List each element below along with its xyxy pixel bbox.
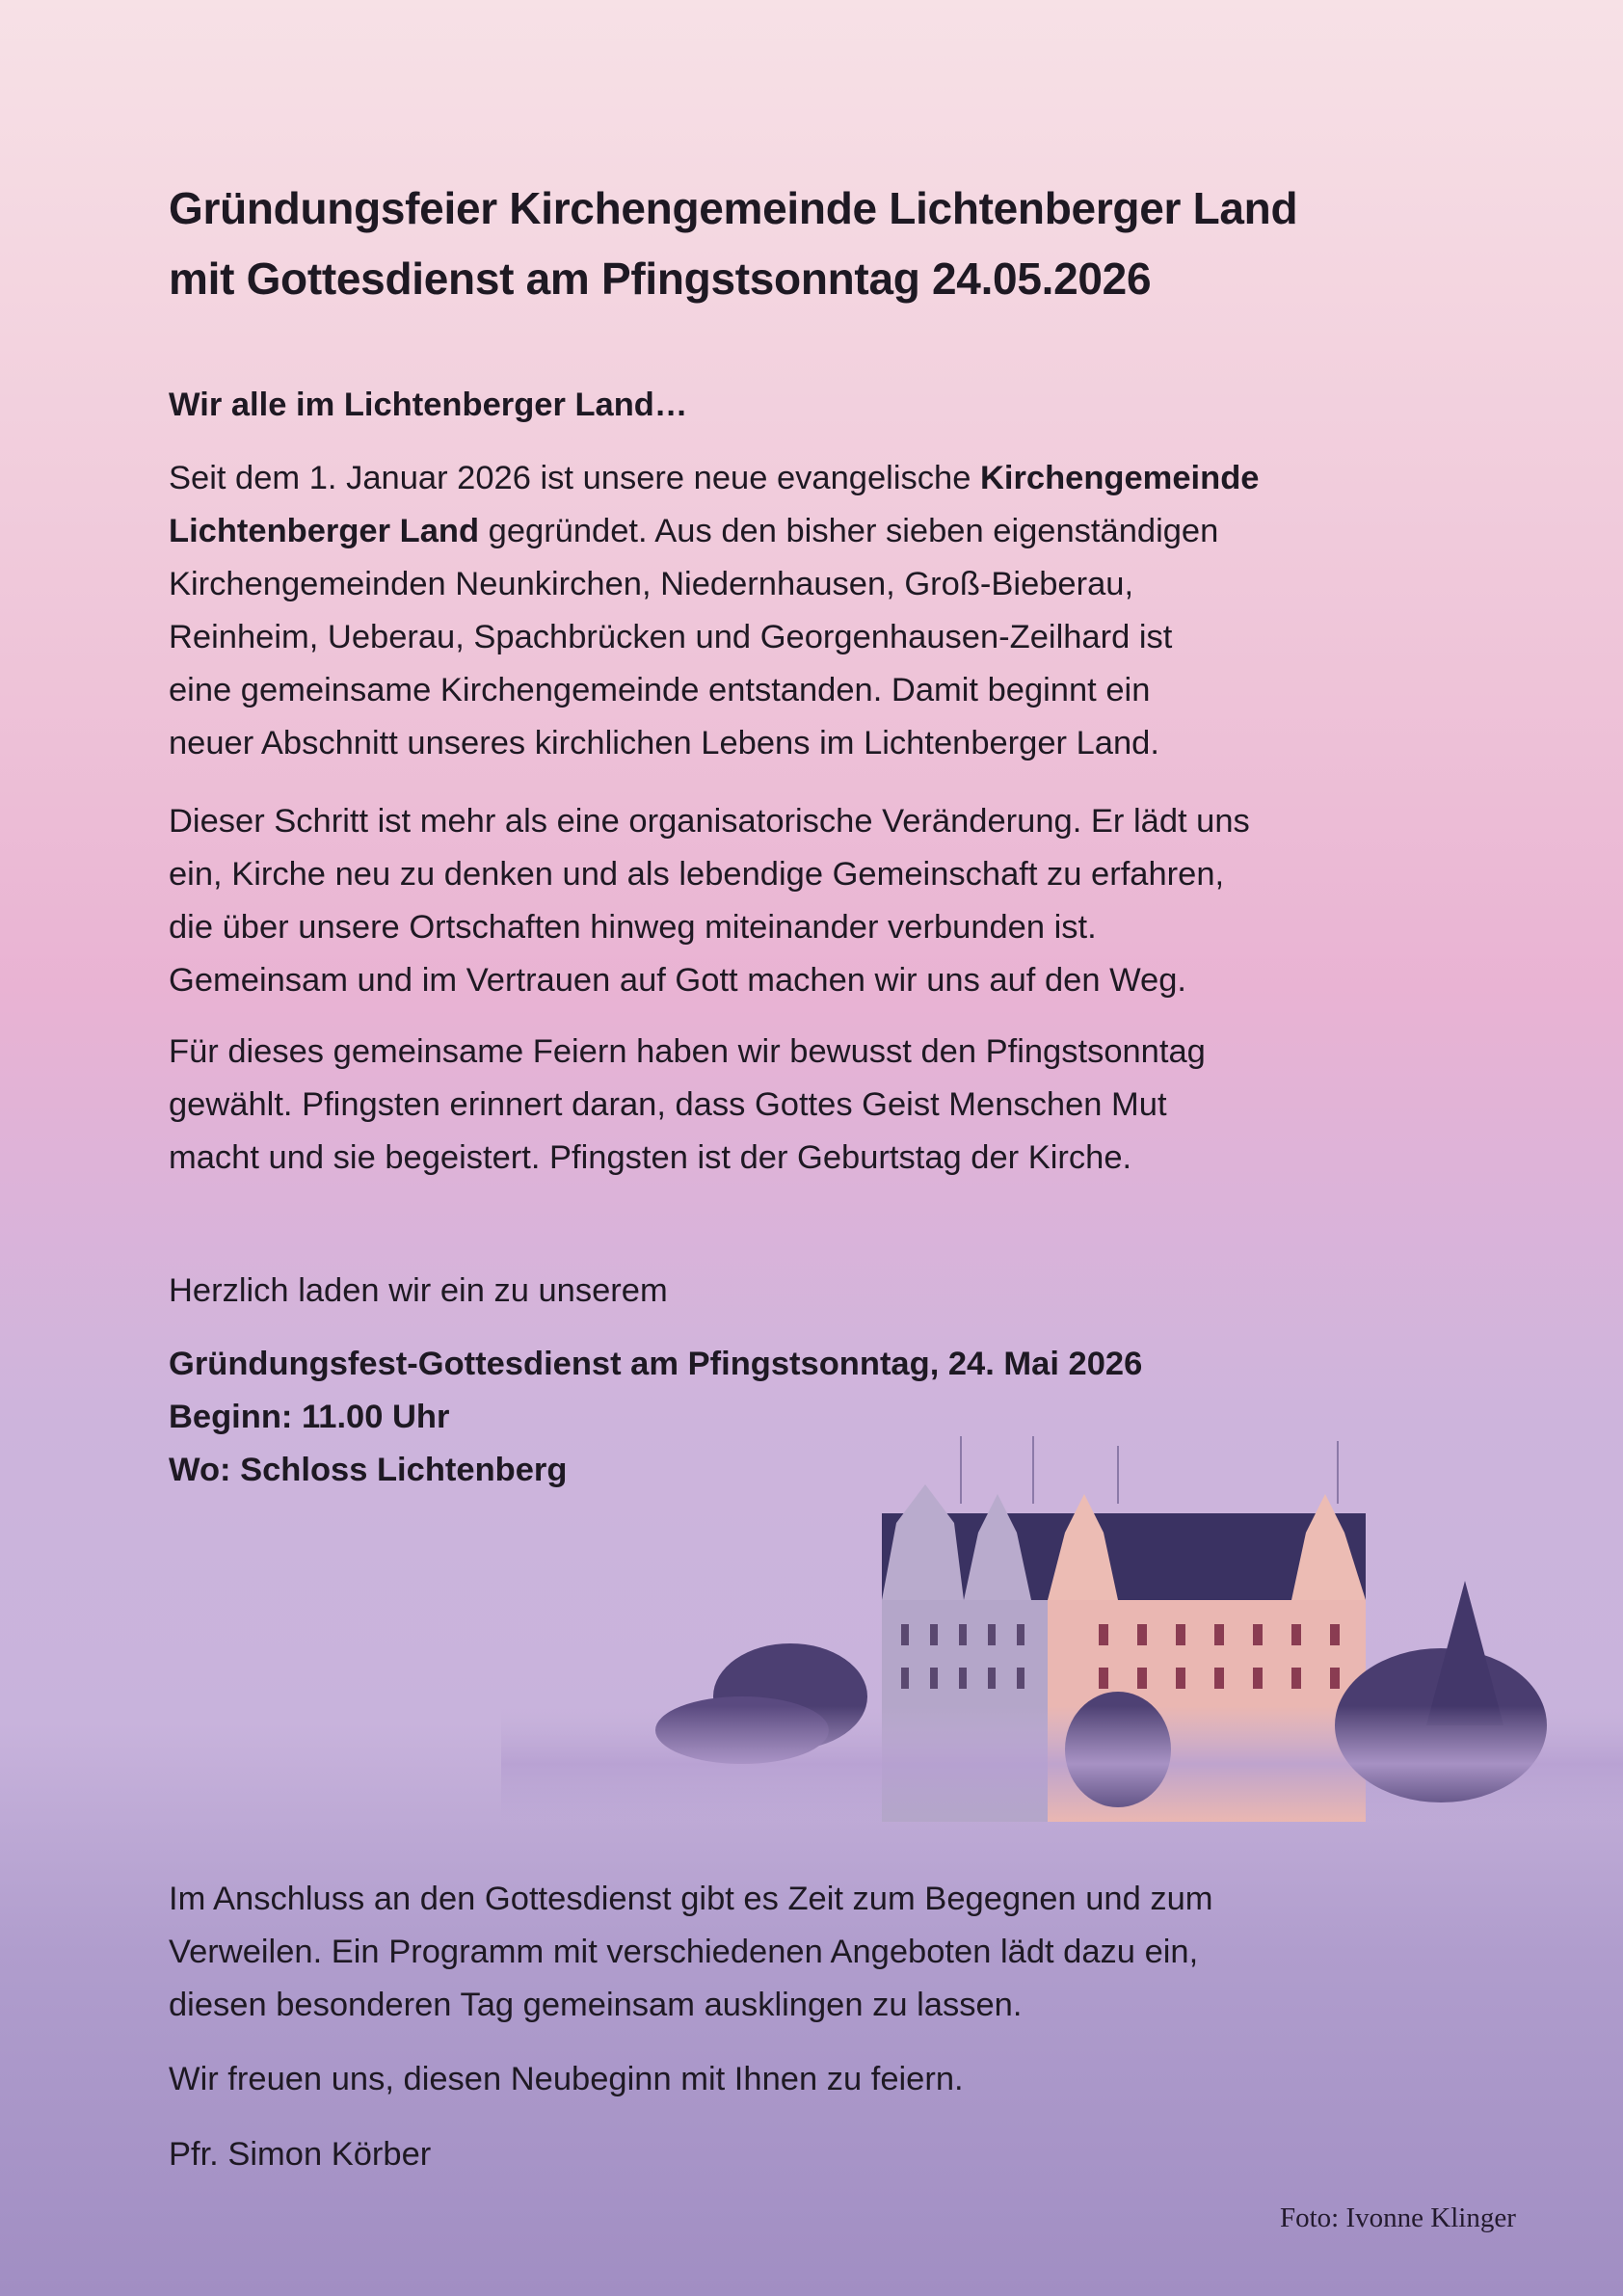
text: gegründet. Aus den bisher sieben eigenständigen: [479, 513, 1219, 549]
paragraph-line: die über unsere Ortschaften hinweg miteinander verbunden ist.: [169, 909, 1097, 946]
event-place: Wo: Schloss Lichtenberg: [169, 1452, 568, 1488]
paragraph-line: Reinheim, Ueberau, Spachbrücken und Georgenhausen-Zeilhard ist: [169, 619, 1173, 655]
bold-text: Lichtenberger Land: [169, 513, 480, 549]
paragraph-line: [169, 505, 1259, 558]
paragraph-line: Für dieses gemeinsame Feiern haben wir bewusst den Pfingstsonntag: [169, 1033, 1206, 1070]
title-line-1: Gründungsfeier Kirchengemeinde Lichtenberger Land: [169, 183, 1298, 233]
signature: Pfr. Simon Körber: [169, 2136, 432, 2173]
paragraph-line: macht und sie begeistert. Pfingsten ist der Geburtstag der Kirche.: [169, 1139, 1132, 1176]
paragraph-line: [169, 452, 1259, 505]
photo-credit: Foto: Ivonne Klinger: [1280, 2203, 1516, 2233]
paragraph-line: neuer Abschnitt unseres kirchlichen Lebens im Lichtenberger Land.: [169, 725, 1159, 761]
intro-heading: Wir alle im Lichtenberger Land…: [169, 387, 688, 423]
paragraph-line: Im Anschluss an den Gottesdienst gibt es Zeit zum Begegnen und zum: [169, 1881, 1213, 1917]
page-title: [169, 174, 1297, 314]
closing-text: Wir freuen uns, diesen Neubeginn mit Ihnen zu feiern.: [169, 2061, 964, 2097]
paragraph-line: diesen besonderen Tag gemeinsam ausklingen zu lassen.: [169, 1987, 1023, 2023]
paragraph-line: eine gemeinsame Kirchengemeinde entstanden. Damit beginnt ein: [169, 672, 1151, 708]
text: Seit dem 1. Januar 2026 ist unsere neue evangelische: [169, 460, 980, 496]
title-line-2: mit Gottesdienst am Pfingstsonntag 24.05.2026: [169, 254, 1152, 304]
castle-photo: [501, 1417, 1623, 1822]
bold-text: Kirchengemeinde: [979, 460, 1260, 496]
invitation-text: Herzlich laden wir ein zu unserem: [169, 1272, 668, 1309]
paragraph-line: Verweilen. Ein Programm mit verschiedenen Angeboten lädt dazu ein,: [169, 1934, 1199, 1970]
paragraph-pentecost: [169, 1026, 1206, 1185]
event-time: Beginn: 11.00 Uhr: [169, 1399, 450, 1435]
paragraph-line: ein, Kirche neu zu denken und als lebendige Gemeinschaft zu erfahren,: [169, 856, 1225, 893]
paragraph-program: [169, 1873, 1213, 2032]
paragraph-meaning: [169, 795, 1250, 1007]
event-name: Gründungsfest-Gottesdienst am Pfingstsonntag, 24. Mai 2026: [169, 1346, 1143, 1382]
paragraph-line: Kirchengemeinden Neunkirchen, Niedernhausen, Groß-Bieberau,: [169, 566, 1134, 602]
paragraph-line: Gemeinsam und im Vertrauen auf Gott machen wir uns auf den Weg.: [169, 962, 1186, 999]
paragraph-line: gewählt. Pfingsten erinnert daran, dass Gottes Geist Menschen Mut: [169, 1086, 1167, 1123]
paragraph-line: Dieser Schritt ist mehr als eine organisatorische Veränderung. Er lädt uns: [169, 803, 1250, 840]
paragraph-founding: [169, 452, 1259, 770]
